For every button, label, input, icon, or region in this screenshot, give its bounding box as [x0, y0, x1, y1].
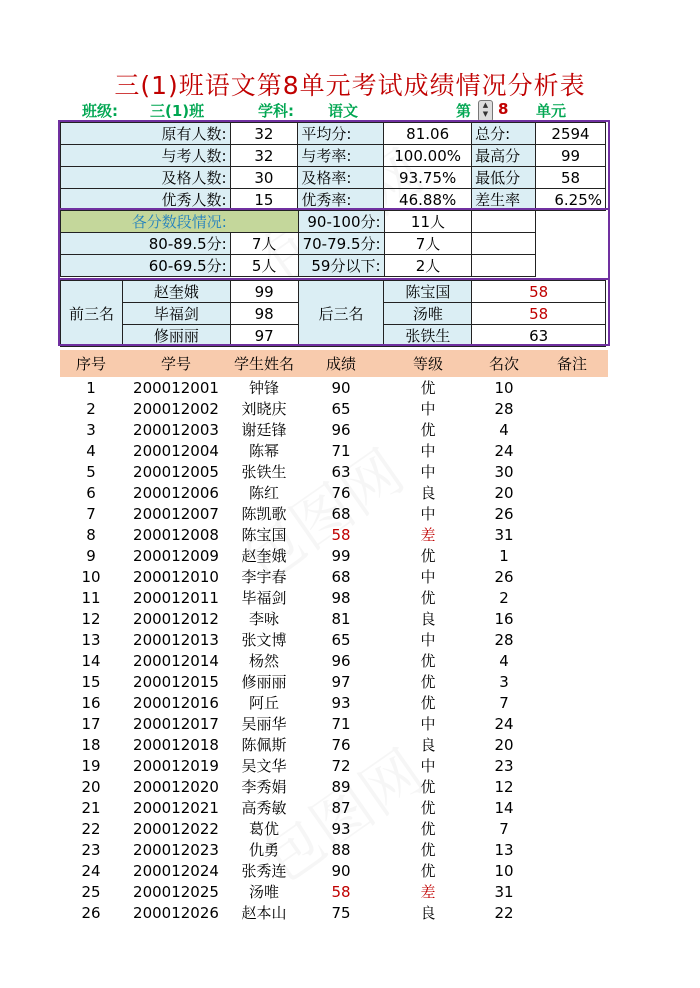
summary-row	[61, 145, 606, 167]
table-cell: 优	[420, 862, 436, 880]
table-cell	[536, 440, 608, 461]
table-cell: 200012026	[133, 903, 219, 922]
cell: 58	[472, 303, 606, 325]
table-cell: 68	[331, 504, 351, 523]
table-cell: 良	[420, 610, 436, 628]
table-cell: 24	[494, 441, 514, 460]
table-cell	[536, 398, 608, 419]
cell: 平均分:	[298, 123, 384, 145]
table-cell: 200012003	[133, 420, 219, 439]
summary-table	[60, 122, 606, 211]
cell: 98	[230, 303, 298, 325]
table-cell: 汤唯	[248, 883, 279, 901]
column-header: 名次	[472, 350, 536, 377]
table-cell: 81	[331, 609, 351, 628]
table-cell: 200012001	[133, 378, 219, 397]
spinner-down-icon[interactable]: ▼	[482, 110, 489, 118]
table-row	[60, 524, 608, 545]
table-cell: 72	[331, 756, 351, 775]
table-cell: 89	[331, 777, 351, 796]
table-cell: 96	[331, 420, 351, 439]
table-cell: 26	[494, 567, 514, 586]
table-cell: 23	[81, 840, 101, 859]
table-cell: 吴文华	[241, 757, 287, 775]
cell: 优秀率:	[298, 189, 384, 211]
cell: 与考率:	[298, 145, 384, 167]
table-cell	[536, 377, 608, 398]
table-cell	[536, 419, 608, 440]
table-cell: 4	[86, 441, 96, 460]
cell: 100.00%	[384, 145, 472, 167]
cell	[472, 233, 536, 255]
table-cell: 65	[331, 399, 351, 418]
table-cell: 优	[420, 778, 436, 796]
table-cell: 吴丽华	[241, 715, 287, 733]
table-cell: 12	[494, 777, 514, 796]
table-cell: 200012016	[133, 693, 219, 712]
table-cell: 杨然	[248, 652, 279, 670]
table-cell: 13	[81, 630, 101, 649]
table-row	[60, 776, 608, 797]
table-cell: 优	[420, 652, 436, 670]
table-row	[60, 545, 608, 566]
cell	[472, 211, 536, 233]
table-cell: 90	[331, 861, 351, 880]
cell: 58	[536, 167, 606, 189]
cell: 70-79.5分:	[298, 233, 384, 255]
table-cell: 优	[420, 421, 436, 439]
table-cell: 71	[331, 441, 351, 460]
unit-spinner[interactable]	[478, 100, 493, 122]
cell: 陈宝国	[384, 281, 472, 303]
table-cell: 200012013	[133, 630, 219, 649]
cell: 原有人数:	[61, 123, 231, 145]
table-cell: 96	[331, 651, 351, 670]
table-cell: 7	[86, 504, 96, 523]
table-cell: 7	[499, 819, 509, 838]
table-cell	[536, 818, 608, 839]
table-cell: 中	[420, 442, 436, 460]
table-cell: 200012005	[133, 462, 219, 481]
unit-prefix: 第	[456, 102, 472, 120]
cell: 93.75%	[384, 167, 472, 189]
table-cell: 张文博	[241, 631, 287, 649]
table-row	[60, 419, 608, 440]
table-row	[60, 734, 608, 755]
cell: 及格人数:	[61, 167, 231, 189]
unit-value: 8	[498, 100, 509, 118]
table-cell: 200012020	[133, 777, 219, 796]
cell: 90-100分:	[298, 211, 384, 233]
table-cell	[536, 713, 608, 734]
table-cell: 58	[331, 525, 351, 544]
table-cell: 高秀敏	[241, 799, 287, 817]
table-cell: 26	[81, 903, 101, 922]
table-cell: 优	[420, 589, 436, 607]
table-cell: 修丽丽	[241, 673, 287, 691]
table-cell	[536, 545, 608, 566]
student-table	[60, 350, 608, 923]
table-cell: 58	[331, 882, 351, 901]
class-value: 三(1)班	[150, 102, 205, 120]
table-cell: 16	[494, 609, 514, 628]
table-cell: 200012011	[133, 588, 219, 607]
table-cell: 25	[81, 882, 101, 901]
table-cell: 88	[331, 840, 351, 859]
table-cell: 30	[494, 462, 514, 481]
table-cell	[536, 881, 608, 902]
summary-row	[61, 189, 606, 211]
table-cell	[536, 902, 608, 923]
cell: 汤唯	[384, 303, 472, 325]
table-cell: 李宇春	[241, 568, 287, 586]
table-cell: 李咏	[248, 610, 279, 628]
range-row	[61, 211, 606, 233]
table-cell: 3	[86, 420, 96, 439]
table-cell: 63	[331, 462, 351, 481]
table-cell	[536, 755, 608, 776]
table-cell: 4	[499, 651, 509, 670]
table-cell: 200012010	[133, 567, 219, 586]
table-cell: 优	[420, 547, 436, 565]
table-cell: 76	[331, 735, 351, 754]
table-cell: 张秀连	[241, 862, 287, 880]
cell: 58	[472, 281, 606, 303]
table-cell: 李秀娟	[241, 778, 287, 796]
table-cell: 谢廷锋	[241, 421, 287, 439]
table-cell: 10	[494, 861, 514, 880]
cell: 81.06	[384, 123, 472, 145]
table-cell: 中	[420, 568, 436, 586]
cell: 差生率	[472, 189, 536, 211]
table-cell	[536, 524, 608, 545]
table-cell: 200012008	[133, 525, 219, 544]
table-cell	[536, 629, 608, 650]
table-cell: 仇勇	[248, 841, 279, 859]
table-cell: 76	[331, 483, 351, 502]
table-cell: 31	[494, 525, 514, 544]
cell	[472, 255, 536, 277]
cell: 7人	[230, 233, 298, 255]
range-row	[61, 233, 606, 255]
cell: 6.25%	[536, 189, 606, 211]
table-cell: 21	[81, 798, 101, 817]
table-cell: 10	[81, 567, 101, 586]
table-cell	[536, 461, 608, 482]
table-cell: 12	[81, 609, 101, 628]
table-row	[60, 797, 608, 818]
table-cell: 差	[420, 883, 436, 901]
table-row	[60, 839, 608, 860]
table-cell: 200012002	[133, 399, 219, 418]
table-cell: 优	[420, 841, 436, 859]
table-cell: 22	[494, 903, 514, 922]
table-row	[60, 377, 608, 398]
table-cell	[536, 671, 608, 692]
table-cell	[536, 608, 608, 629]
table-cell: 钟锋	[248, 379, 279, 397]
cell: 15	[230, 189, 298, 211]
cell: 30	[230, 167, 298, 189]
table-cell: 7	[499, 693, 509, 712]
table-cell: 良	[420, 484, 436, 502]
cell: 总分:	[472, 123, 536, 145]
cell: 32	[230, 123, 298, 145]
table-cell: 中	[420, 757, 436, 775]
table-cell: 28	[494, 399, 514, 418]
spinner-up-icon[interactable]: ▲	[482, 101, 489, 109]
table-cell: 良	[420, 736, 436, 754]
table-cell: 中	[420, 505, 436, 523]
table-cell: 200012007	[133, 504, 219, 523]
table-cell: 3	[499, 672, 509, 691]
table-cell	[536, 482, 608, 503]
table-cell: 24	[81, 861, 101, 880]
range-row	[61, 255, 606, 277]
table-cell: 陈幂	[248, 442, 279, 460]
table-cell: 优	[420, 673, 436, 691]
table-cell: 中	[420, 715, 436, 733]
table-cell: 陈佩斯	[241, 736, 287, 754]
table-cell	[536, 734, 608, 755]
header-row	[0, 100, 700, 122]
table-row	[60, 818, 608, 839]
table-cell: 14	[81, 651, 101, 670]
table-cell: 97	[331, 672, 351, 691]
cell: 2594	[536, 123, 606, 145]
summary-row	[61, 167, 606, 189]
table-cell: 8	[86, 525, 96, 544]
table-cell: 14	[494, 798, 514, 817]
table-cell: 16	[81, 693, 101, 712]
table-cell: 200012019	[133, 756, 219, 775]
table-cell: 17	[81, 714, 101, 733]
table-cell: 68	[331, 567, 351, 586]
table-cell: 75	[331, 903, 351, 922]
cell: 毕福剑	[122, 303, 230, 325]
cell: 46.88%	[384, 189, 472, 211]
table-cell: 优	[420, 820, 436, 838]
cell: 60-69.5分:	[61, 255, 231, 277]
table-cell: 200012012	[133, 609, 219, 628]
cell	[536, 255, 606, 277]
ranges-heading: 各分数段情况:	[61, 211, 299, 233]
table-cell: 65	[331, 630, 351, 649]
table-cell: 5	[86, 462, 96, 481]
cell: 2人	[384, 255, 472, 277]
table-row	[60, 461, 608, 482]
unit-suffix: 单元	[536, 102, 567, 120]
cell: 97	[230, 325, 298, 347]
table-row	[60, 440, 608, 461]
table-row	[60, 713, 608, 734]
cell	[536, 211, 606, 233]
table-header	[60, 350, 608, 377]
table-cell: 差	[420, 526, 436, 544]
table-cell: 1	[86, 378, 96, 397]
table-cell	[536, 797, 608, 818]
table-cell: 优	[420, 694, 436, 712]
table-cell	[536, 692, 608, 713]
table-cell: 200012004	[133, 441, 219, 460]
table-cell: 200012025	[133, 882, 219, 901]
table-cell: 200012021	[133, 798, 219, 817]
subject-value: 语文	[328, 102, 359, 120]
table-cell: 20	[494, 483, 514, 502]
table-cell: 18	[81, 735, 101, 754]
table-cell: 22	[81, 819, 101, 838]
table-cell: 2	[86, 399, 96, 418]
table-cell: 24	[494, 714, 514, 733]
table-cell: 优	[420, 379, 436, 397]
table-cell	[536, 566, 608, 587]
table-cell: 赵本山	[241, 904, 287, 922]
cell: 63	[472, 325, 606, 347]
column-header: 学生姓名	[230, 350, 298, 377]
table-cell: 200012014	[133, 651, 219, 670]
table-cell: 优	[420, 799, 436, 817]
cell: 80-89.5分:	[61, 233, 231, 255]
table-row	[60, 398, 608, 419]
cell: 与考人数:	[61, 145, 231, 167]
class-label: 班级:	[82, 102, 118, 120]
table-cell: 毕福剑	[241, 589, 287, 607]
table-cell: 中	[420, 400, 436, 418]
table-cell: 93	[331, 819, 351, 838]
cell: 11人	[384, 211, 472, 233]
table-row	[60, 692, 608, 713]
column-header: 学号	[122, 350, 230, 377]
cell: 99	[230, 281, 298, 303]
table-cell	[536, 860, 608, 881]
table-cell: 200012015	[133, 672, 219, 691]
cell: 32	[230, 145, 298, 167]
table-row	[60, 650, 608, 671]
bottom-three-label: 后三名	[298, 281, 384, 347]
table-cell: 阿丘	[248, 694, 279, 712]
ranges-table	[60, 210, 606, 277]
table-cell: 200012024	[133, 861, 219, 880]
table-cell: 19	[81, 756, 101, 775]
cell: 及格率:	[298, 167, 384, 189]
cell: 59分以下:	[298, 255, 384, 277]
column-header: 等级	[384, 350, 472, 377]
table-row	[60, 587, 608, 608]
table-cell: 20	[81, 777, 101, 796]
summary-row	[61, 123, 606, 145]
cell: 优秀人数:	[61, 189, 231, 211]
table-row	[60, 566, 608, 587]
table-row	[60, 860, 608, 881]
table-cell: 200012006	[133, 483, 219, 502]
table-cell: 9	[86, 546, 96, 565]
table-cell: 张铁生	[241, 463, 287, 481]
table-cell: 200012022	[133, 819, 219, 838]
table-row	[60, 629, 608, 650]
subject-label: 学科:	[258, 102, 294, 120]
table-row	[60, 482, 608, 503]
table-cell: 87	[331, 798, 351, 817]
rank-row	[61, 281, 606, 303]
table-cell: 1	[499, 546, 509, 565]
table-cell: 23	[494, 756, 514, 775]
table-row	[60, 902, 608, 923]
table-cell: 中	[420, 463, 436, 481]
table-cell: 71	[331, 714, 351, 733]
page-title: 三(1)班语文第8单元考试成绩情况分析表	[114, 71, 586, 100]
table-row	[60, 608, 608, 629]
cell: 赵奎娥	[122, 281, 230, 303]
column-header: 序号	[60, 350, 122, 377]
table-cell: 200012023	[133, 840, 219, 859]
cell: 最高分	[472, 145, 536, 167]
cell: 最低分	[472, 167, 536, 189]
table-cell: 28	[494, 630, 514, 649]
table-cell: 98	[331, 588, 351, 607]
table-cell	[536, 839, 608, 860]
table-cell: 陈凯歌	[241, 505, 287, 523]
table-cell: 刘晓庆	[241, 400, 287, 418]
table-cell	[536, 587, 608, 608]
table-cell: 200012009	[133, 546, 219, 565]
cell: 张铁生	[384, 325, 472, 347]
table-cell	[536, 650, 608, 671]
table-cell: 陈宝国	[241, 526, 287, 544]
table-cell: 15	[81, 672, 101, 691]
cell: 7人	[384, 233, 472, 255]
table-cell: 6	[86, 483, 96, 502]
table-body	[60, 377, 608, 923]
table-row	[60, 503, 608, 524]
table-cell: 陈红	[248, 484, 279, 502]
table-row	[60, 881, 608, 902]
column-header: 成绩	[298, 350, 384, 377]
table-cell	[536, 776, 608, 797]
table-cell: 良	[420, 904, 436, 922]
table-cell: 赵奎娥	[241, 547, 287, 565]
table-row	[60, 755, 608, 776]
table-cell: 11	[81, 588, 101, 607]
table-cell: 31	[494, 882, 514, 901]
table-cell: 4	[499, 420, 509, 439]
cell: 99	[536, 145, 606, 167]
table-cell: 93	[331, 693, 351, 712]
top-three-label: 前三名	[61, 281, 123, 347]
table-cell: 中	[420, 631, 436, 649]
table-cell: 10	[494, 378, 514, 397]
cell	[536, 233, 606, 255]
table-cell: 13	[494, 840, 514, 859]
column-header: 备注	[536, 350, 608, 377]
cell: 5人	[230, 255, 298, 277]
table-cell	[536, 503, 608, 524]
table-cell: 90	[331, 378, 351, 397]
table-row	[60, 671, 608, 692]
cell: 修丽丽	[122, 325, 230, 347]
table-cell: 葛优	[248, 820, 279, 838]
table-cell: 20	[494, 735, 514, 754]
table-cell: 200012017	[133, 714, 219, 733]
table-cell: 26	[494, 504, 514, 523]
table-cell: 2	[499, 588, 509, 607]
top-bottom-table	[60, 280, 606, 347]
table-cell: 200012018	[133, 735, 219, 754]
table-cell: 99	[331, 546, 351, 565]
